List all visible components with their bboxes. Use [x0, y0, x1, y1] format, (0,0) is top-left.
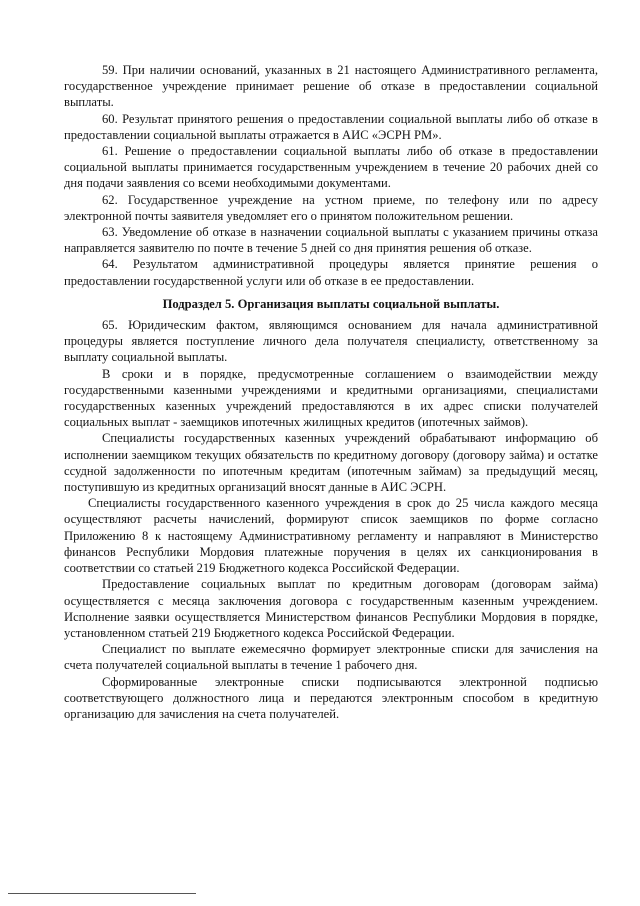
- section-heading: Подраздел 5. Организация выплаты социальной выплаты.: [162, 296, 500, 311]
- paragraph-signed-lists: Сформированные электронные списки подписываются электронной подписью соответствующего должностного лица и передаются электронным способом в кредитную организацию для зачисления на счета получателей.: [64, 674, 598, 721]
- paragraph-62: 62. Государственное учреждение на устном приеме, по телефону или по адресу электронной почты заявителя уведомляет его о принятом положительном решении.: [64, 192, 598, 223]
- paragraph-specialist: Специалист по выплате ежемесячно формирует электронные списки для зачисления на счета получателей социальной выплаты в течение 1 рабочего дня.: [64, 642, 598, 673]
- paragraph-provision: Предоставление социальных выплат по кредитным договорам (договорам займа) осуществляется с месяца заключения договора с государственным казенным учреждением. Исполнение заявки осуществляется Министерством финансов Республики Мордовия в порядке, установленном статьей 219 Бюджетного кодекса Российской Федерации.: [64, 577, 598, 640]
- paragraph-63: 63. Уведомление об отказе в назначении социальной выплаты с указанием причины отказа направляется заявителю по почте в течение 5 дней со дня принятия решения об отказе.: [64, 225, 598, 256]
- paragraph-calculations: Специалисты государственного казенного учреждения в срок до 25 числа каждого месяца осуществляют расчеты начислений, формируют список заемщиков по форме согласно Приложению 8 к настоящему Административному регламенту и направляют в Министерство финансов Республики Мордовия платежные поручения в целях их санкционирования в соответствии со статьей 219 Бюджетного кодекса Российской Федерации.: [64, 496, 598, 576]
- paragraph-59: 59. При наличии оснований, указанных в 21 настоящего Административного регламента, государственное учреждение принимает решение об отказе в предоставлении социальной выплаты.: [64, 63, 598, 110]
- paragraph-61: 61. Решение о предоставлении социальной выплаты либо об отказе в предоставлении социальной выплаты принимается государственным учреждением в течение 20 рабочих дней со дня подачи заявления со всеми необходимыми документами.: [64, 144, 598, 191]
- paragraph-lists: В сроки и в порядке, предусмотренные соглашением о взаимодействии между государственными казенными учреждениями и кредитными организациями, специалистами государственных казенных учреждений предоставляются в их адрес списки получателей социальных выплат - заемщиков ипотечных жилищных кредитов (ипотечных займов).: [64, 366, 598, 430]
- document-page: [64, 62, 598, 722]
- footnote-rule: [8, 893, 196, 894]
- paragraph-processing: Специалисты государственных казенных учреждений обрабатывают информацию об исполнении заемщиком текущих обязательств по кредитному договору (договору займа) и остатке ссудной задолженности по ипотечным кредитам (ипотечным займам) за предыдущий месяц, поступившую из кредитных организаций вносят данные в АИС ЭСРН.: [64, 431, 598, 495]
- paragraph-64: 64. Результатом административной процедуры является принятие решения о предоставлении государственной услуги или об отказе в ее предоставлении.: [64, 257, 598, 288]
- paragraph-60: 60. Результат принятого решения о предоставлении социальной выплаты либо об отказе в предоставлении социальной выплаты отражается в АИС «ЭСРН РМ».: [64, 111, 598, 142]
- paragraph-65: 65. Юридическим фактом, являющимся основанием для начала административной процедуры является поступление личного дела получателя специалисту, ответственному за выплату социальной выплаты.: [64, 318, 598, 365]
